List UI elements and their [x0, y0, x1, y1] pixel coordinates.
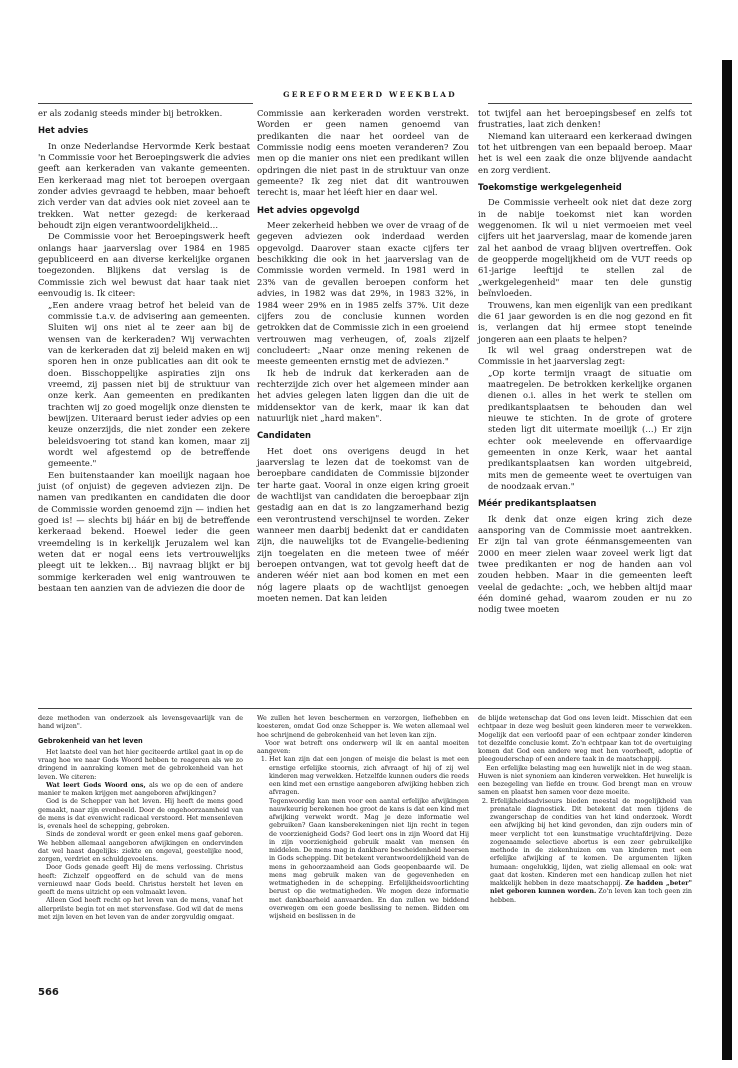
paragraph: De Commissie verheelt ook niet dat deze zorg in de nabije toekomst niet kan worden weggenomen. Ik wil u niet vermoeien met veel cijfers uit het jaarverslag, maar de komende jaren zal het aanbod de vraag blijven overtreffen. Ook de geopperde mogelijkheid om de VUT reeds op 61-jarige leeftijd te stellen zal de „werkgelegenheid" maar ten dele gunstig beïnvloeden.	[478, 197, 692, 299]
paragraph: Ik wil wel graag onderstrepen wat de Commissie in het jaarverslag zegt:	[478, 344, 692, 367]
paragraph: de blijde wetenschap dat God ons leven leidt. Misschien dat een echtpaar in deze weg besluit geen kinderen meer te verwekken. Mogelijk dat een verloofd paar of een echtpaar zonder kinderen tot dezelfde conclusie komt. Zo'n echtpaar kan tot de overtuiging komen dat God een andere weg met hen voorheeft, adoptie of pleegouderschap of een andere taak in de maatschappij.	[478, 714, 692, 764]
paragraph: er als zodanig steeds minder bij betrokken.	[38, 108, 223, 118]
bottom-column-1	[38, 714, 243, 921]
header-rule-left	[38, 103, 253, 104]
paragraph: tot twijfel aan het beroepingsbesef en zelfs tot frustraties, laat zich denken!	[478, 108, 692, 130]
paragraph: deze methoden van onderzoek als levensgevaarlijk van de hand wijzen".	[38, 714, 243, 731]
paragraph	[38, 781, 243, 798]
column-2	[257, 108, 469, 604]
text: Tegenwoordig kan men voor een aantal erfelijke afwijkingen nauwkeurig berekenen hoe groot de kans is dat een kind met afwijking verwekt wordt. Mag je deze informatie wel gebruiken? Gaan kansberekeningen niet lijn recht in tegen de voorzienigheid Gods? God leert ons in zijn Woord dat Hij in zijn voorzienigheid gebruik maakt van mensen én middelen. De mens mag in dankbare bescheidenheid heersen in Gods schepping. Dit betekent verantwoordelijkheid van de mens in gehoorzaamheid aan Gods geopenbaarde wil. De mens mag gebruik maken van de gegevenheden en wetmatigheden in de schepping. Erfelijkheidsvoorlichting berust op die wetmatigheden. We mogen deze informatie met dankbaarheid aanvaarden. En dan zullen we biddend overwegen om een goede beslissing te nemen. Bidden om wijsheid en beslissen in de	[269, 796, 469, 920]
section-divider	[38, 708, 692, 709]
text: Erfelijkheidsadviseurs bieden meestal de mogelijkheid van prenatale diagnostiek. Dit betekent dat men tijdens de zwangerschap de condities van het kind onderzoek. Wordt een afwijking bij het kind gevonden, dan zijn ouders min of meer verplicht tot een kunstmatige vruchtafdrijving. Deze zogenaamde selectieve abortus is een zeer gebruikelijke methode in de ziekenhuizen om van kinderen met een erfelijke afwijking af te komen. De argumenten lijken humaan: ongelukkig, lijden, wat zielig allemaal en ook: wat gaat dat kosten. Kinderen met een handicap zullen het niet makkelijk hebben in deze maatschappij.	[490, 796, 692, 887]
paragraph: Door Gods genade geeft Hij de mens verlossing. Christus heeft: Zichzelf opgeofferd en de schuld van de mens vernieuwd naar Gods beeld. Christus herstelt het leven en geeft de mens uitzicht op een volmaakt leven.	[38, 863, 243, 896]
text: Het kan zijn dat een jongen of meisje die belast is met een ernstige erfelijke stoornis, zich afvraagt of hij of zij wel kinderen mag verwekken. Hetzelfde kunnen ouders die reeds een kind met een ernstige aangeboren afwijking hebben zich afvragen.	[269, 755, 469, 797]
paragraph: In onze Nederlandse Hervormde Kerk bestaat 'n Commissie voor het Beroepingswerk die advies geeft aan kerkeraden van vakante gemeenten. Een kerkeraad mag niet tot beroepen overgaan zonder advies gevraagd te hebben, maar behoeft zich verder van dat advies ook niet zoveel aan te trekken. Wat netter gezegd: de kerkeraad behoudt zijn eigen verantwoordelijkheid…	[38, 140, 250, 231]
page-number: 566	[38, 987, 59, 998]
section-heading: Het advies opgevolgd	[257, 204, 360, 215]
section-heading: Toekomstige werkgelegenheid	[478, 182, 622, 193]
paragraph: De Commissie voor het Beroepingswerk heeft onlangs haar jaarverslag over 1984 en 1985 gepubliceerd en aan diverse kerkelijke organen toegezonden. Blijkens dat verslag is de Commissie zich wel bewust dat haar taak niet eenvoudig is. Ik citeer:	[38, 231, 250, 299]
text: Zo'n leven kan toch geen zin hebben.	[490, 887, 692, 904]
paragraph: Niemand kan uiteraard een kerkeraad dwingen tot het uitbrengen van een bepaald beroep. Maar het is wel een zaak die onze blijvende aandacht en zorg verdient.	[478, 130, 692, 175]
bold-phrase: Wat leert Gods Woord ons,	[46, 780, 146, 789]
paragraph: Ik heb de indruk dat kerkeraden aan de rechterzijde zich over het algemeen minder aan het advies gelegen laten liggen dan die uit de middensektor van de kerk, maar ik kan dat natuurlijk niet „hard maken".	[257, 367, 469, 423]
bold-phrase: Ze hadden „beter" niet geboren kunnen worden.	[490, 879, 692, 896]
paragraph: Voor wat betreft ons onderwerp wil ik en aantal moeiten aangeven:	[257, 738, 469, 755]
column-3	[478, 108, 692, 616]
running-header: GEREFORMEERD WEEKBLAD	[283, 90, 457, 99]
paragraph: God is de Schepper van het leven. Hij heeft de mens goed gemaakt, naar zijn evenbeeld. Door de ongehoorzaamheid van de mens is dat evenwicht radicaal verstoord. Het mensenleven is, evenals heel de schepping, gebroken.	[38, 797, 243, 830]
paragraph: Meer zekerheid hebben we over de vraag of de gegeven adviezen ook inderdaad werden opgevolgd. Daarover staan exacte cijfers ter beschikking die ook in het jaarverslag van de Commissie worden vermeld. In 1981 werd in 23% van de gevallen beroepen conform het advies, in 1982 was dat 29%, in 1983 32%, in 1984 weer 29% en in 1985 zelfs 37%. Uit deze cijfers zou de conclusie kunnen worden getrokken dat de Commissie zich in een groeiend vertrouwen mag verheugen, of, zoals zijzelf concludeert: „Naar onze mening rekenen de meeste gemeenten ernstig met de adviezen."	[257, 220, 469, 367]
block-quote: „Op korte termijn vraagt de situatie om maatregelen. De betrokken kerkelijke organen dienen o.i. alles in het werk te stellen om predikantsplaatsen te behouden dan wel nieuwe te stichten. In de grote of grotere steden ligt dit uitermate moeilijk (…) Er zijn echter ook meelevende en offervaardige gemeenten in onze Kerk, waar het aantal predikantsplaatsen kan worden uitgebreid, mits men de gemeente weet te overtuigen van de noodzaak ervan."	[488, 367, 692, 491]
scan-edge	[716, 0, 738, 1068]
block-quote: „Een andere vraag betrof het beleid van de commissie t.a.v. de advisering aan gemeenten. Sluiten wij ons niet al te zeer aan bij de wensen van de kerkeraden? Wij verwachten van de kerkeraden dat zij beleid maken en wij sporen hen in onze publicaties aan dit ook te doen. Bisschoppelijke aspiraties zijn ons vreemd, zij passen niet bij de struktuur van onze kerk. Aan gemeenten en predikanten trachten wij zo goed mogelijk onze diensten te bewijzen. Uiteraard berust ieder advies op een keuze onzerzijds, die niet zonder een zekere beleidsvoering tot stand kan komen, maar zij wordt wel afgestemd op de betreffende gemeente."	[48, 299, 250, 469]
paragraph: We zullen het leven beschermen en verzorgen, liefhebben en koesteren, omdat God onze Schepper is. We weten allemaal wel hoe schrijnend de gebrokenheid van het leven kan zijn.	[257, 714, 469, 739]
section-heading: Het advies	[38, 125, 89, 136]
section-heading: Candidaten	[257, 430, 311, 441]
text: als we op de een of andere manier te maken krijgen met aangeboren afwijkingen?	[38, 780, 243, 797]
paragraph: Commissie aan kerkeraden worden verstrekt. Worden er geen namen genoemd van predikanten die naar het oordeel van de Commissie nodig eens moeten veranderen? Zou men op die manier ons niet een predikant willen opdringen die niet past in de struktuur van onze gemeente? Ik zeg niet dat dit wantrouwen terecht is, maar het léeft hier en daar wel.	[257, 108, 469, 198]
bottom-column-3	[478, 714, 692, 906]
section-heading: Gebrokenheid van het leven	[38, 736, 143, 745]
paragraph: Trouwens, kan men eigenlijk van een predikant die 61 jaar geworden is en die nog gezond en fit is, verlangen dat hij ermee stopt teneinde jongeren aan een plaats te helpen?	[478, 299, 692, 344]
header-rule-right	[488, 103, 692, 104]
paragraph: Het laatste deel van het hier geciteerde artikel gaat in op de vraag hoe we naar Gods Woord hebben te reageren als we zo dringend in aanraking komen met de gebrokenheid van het leven. We citeren:	[38, 747, 243, 781]
paragraph: Het doet ons overigens deugd in het jaarverslag te lezen dat de toekomst van de beroepbare candidaten de Commissie bijzonder ter harte gaat. Vooral in onze eigen kring groeit de wachtlijst van candidaten die beroepbaar zijn gestadig aan en dat is zo langzamerhand bezig een verontrustend verschijnsel te worden. Zeker wanneer men daarbij bedenkt dat er candidaten zijn, die nauwelijks tot de Evangelie-bediening zijn toegelaten en die meteen twee of méér beroepen ontvangen, wat tot gevolg heeft dat de anderen wéér niet aan bod komen en met een nóg lagere plaats op de wachtlijst genoegen moeten nemen. Dat kan leiden	[257, 445, 469, 604]
paragraph: Een erfelijke belasting mag een huwelijk niet in de weg staan. Huwen is niet synoniem aan kinderen verwekken. Het huwelijk is een bezegeling van liefde en trouw. God brengt man en vrouw samen en plaatst hen samen voor deze moeite.	[478, 763, 692, 797]
list-item	[269, 755, 469, 920]
paragraph: Ik denk dat onze eigen kring zich deze aansporing van de Commissie moet aantrekken. Er zijn tal van grote éénmansgemeenten van 2000 en meer zielen waar zoveel werk ligt dat twee predikanten er nog de handen aan vol zouden hebben. Maar in die gemeenten leeft veelal de gedachte: „och, we hebben altijd maar één dominé gehad, waarom zouden er nu zo nodig twee moeten	[478, 513, 692, 615]
paragraph: Sinds de zondeval wordt er geen enkel mens gaaf geboren. We hebben allemaal aangeboren afwijkingen en ondervinden dat wel haast dagelijks: ziekte en ongeval, geestelijke nood, zorgen, verdriet en schuldgevoelens.	[38, 830, 243, 863]
paragraph: Alleen God heeft recht op het leven van de mens, vanaf het allerprilste begin tot en met stervensfase. God wil dat de mens met zijn leven en het leven van de ander zorgvuldig omgaat.	[38, 896, 243, 921]
bottom-column-2	[257, 714, 469, 922]
paragraph: Een buitenstaander kan moeilijk nagaan hoe juist (of onjuist) de gegeven adviezen zijn. De namen van predikanten en candidaten die door de Commissie worden genoemd zijn — indien het goed is! — slechts bij háár en bij de betreffende kerkeraad bekend. Hoewel ieder die geen vreemdeling is in kerkelijk Jeruzalem wel kan weten dat er nogal eens iets vertrouwelijks pleegt uit te lekken… Bij navraag blijkt er bij sommige kerkeraden wel enig wantrouwen te bestaan ten aanzien van de adviezen die door de	[38, 469, 250, 594]
list-item	[490, 797, 692, 904]
section-heading: Méér predikantsplaatsen	[478, 498, 597, 509]
column-1	[38, 108, 250, 594]
